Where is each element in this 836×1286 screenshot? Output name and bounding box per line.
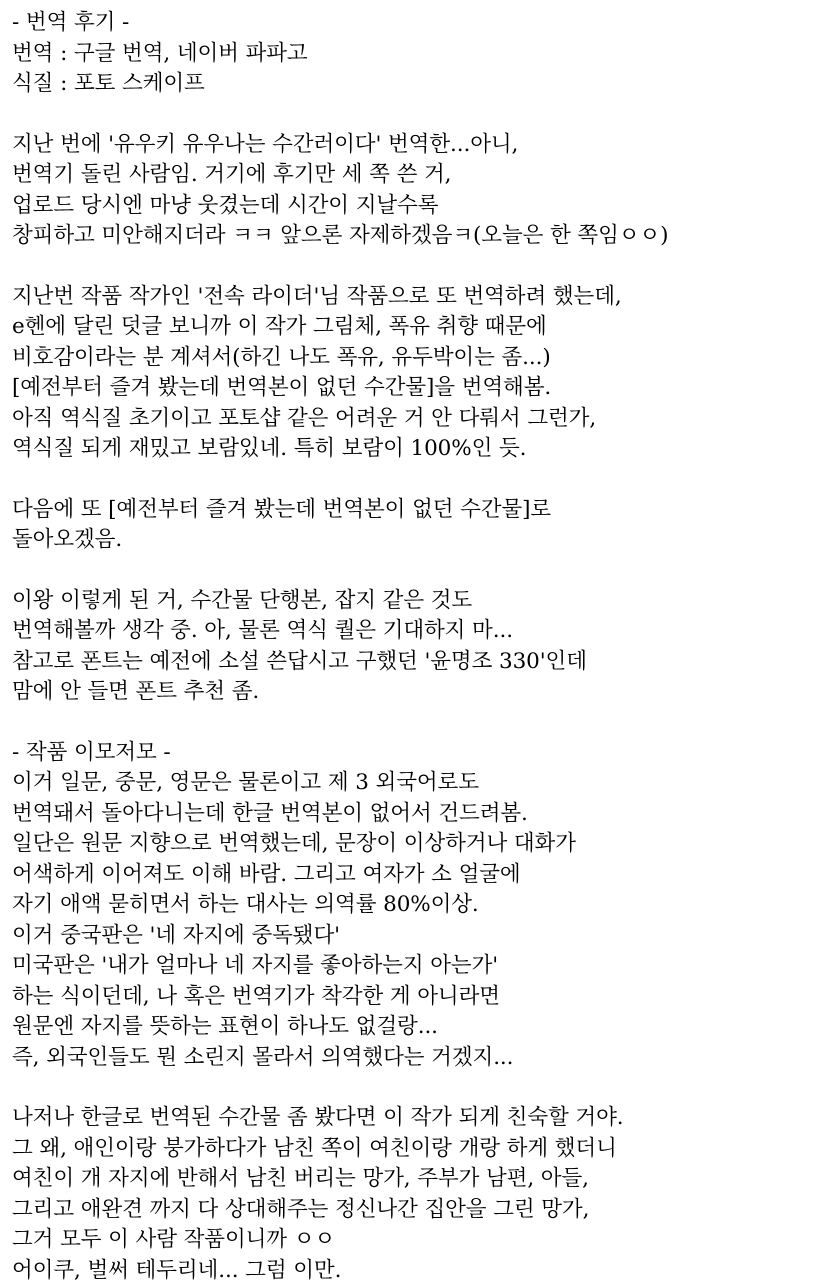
text-line: 돌아오겠음. (12, 525, 826, 556)
section-paragraph-next-plan (12, 495, 826, 556)
section-paragraph-previous-work (12, 130, 826, 252)
text-line: 이왕 이렇게 된 거, 수간물 단행본, 잡지 같은 것도 (12, 586, 826, 617)
text-line: 비호감이라는 분 계셔서(하긴 나도 폭유, 유두박이는 좀...) (12, 343, 826, 374)
text-line: 여친이 개 자지에 반해서 남친 버리는 망가, 주부가 남편, 아들, (12, 1164, 826, 1195)
paragraph-spacer (12, 100, 826, 130)
text-line: 역식질 되게 재밌고 보람있네. 특히 보람이 100%인 듯. (12, 434, 826, 465)
paragraph-spacer (12, 252, 826, 282)
text-line: 식질 : 포토 스케이프 (12, 69, 826, 100)
paragraph-spacer (12, 1073, 826, 1103)
text-line: 번역기 돌린 사람임. 거기에 후기만 세 쪽 쓴 거, (12, 160, 826, 191)
text-line: 자기 애액 묻히면서 하는 대사는 의역률 80%이상. (12, 890, 826, 921)
text-line: 미국판은 '내가 얼마나 네 자지를 좋아하는지 아는가' (12, 951, 826, 982)
text-line: [예전부터 즐겨 봤는데 번역본이 없던 수간물]을 번역해봄. (12, 373, 826, 404)
paragraph-spacer (12, 556, 826, 586)
text-line: 맘에 안 들면 폰트 추천 좀. (12, 677, 826, 708)
section-paragraph-author-choice (12, 282, 826, 465)
paragraph-spacer (12, 708, 826, 738)
text-line: 지난 번에 '유우키 유우나는 수간러이다' 번역한...아니, (12, 130, 826, 161)
section-translation-notes (12, 8, 826, 100)
section-paragraph-font-request (12, 586, 826, 708)
text-line: 창피하고 미안해지더라 ㅋㅋ 앞으론 자제하겠음ㅋ(오늘은 한 쪽임ㅇㅇ) (12, 221, 826, 252)
section-work-notes (12, 738, 826, 1074)
text-line: 즉, 외국인들도 뭔 소린지 몰라서 의역했다는 거겠지... (12, 1043, 826, 1074)
section-paragraph-closing (12, 1103, 826, 1286)
text-line: 나저나 한글로 번역된 수간물 좀 봤다면 이 작가 되게 친숙할 거야. (12, 1103, 826, 1134)
text-line: 하는 식이던데, 나 혹은 번역기가 착각한 게 아니라면 (12, 982, 826, 1013)
text-line: 원문엔 자지를 뜻하는 표현이 하나도 없걸랑... (12, 1012, 826, 1043)
text-line: 일단은 원문 지향으로 번역했는데, 문장이 이상하거나 대화가 (12, 829, 826, 860)
text-line: 지난번 작품 작가인 '전속 라이더'님 작품으로 또 번역하려 했는데, (12, 282, 826, 313)
text-line: 번역돼서 돌아다니는데 한글 번역본이 없어서 건드려봄. (12, 799, 826, 830)
text-line: 다음에 또 [예전부터 즐겨 봤는데 번역본이 없던 수간물]로 (12, 495, 826, 526)
text-line: 그리고 애완견 까지 다 상대해주는 정신나간 집안을 그린 망가, (12, 1195, 826, 1226)
text-line: 업로드 당시엔 마냥 웃겼는데 시간이 지날수록 (12, 191, 826, 222)
text-line: 번역해볼까 생각 중. 아, 물론 역식 퀄은 기대하지 마... (12, 616, 826, 647)
text-line: 그 왜, 애인이랑 붕가하다가 남친 쪽이 여친이랑 개랑 하게 했더니 (12, 1134, 826, 1165)
text-line: 번역 : 구글 번역, 네이버 파파고 (12, 39, 826, 70)
text-line: 참고로 폰트는 예전에 소설 쓴답시고 구했던 '윤명조 330'인데 (12, 647, 826, 678)
text-line: 어이쿠, 벌써 테두리네... 그럼 이만. (12, 1256, 826, 1286)
text-line: 아직 역식질 초기이고 포토샵 같은 어려운 거 안 다뤄서 그런가, (12, 404, 826, 435)
text-line: 어색하게 이어져도 이해 바람. 그리고 여자가 소 얼굴에 (12, 860, 826, 891)
paragraph-spacer (12, 465, 826, 495)
text-line: 그거 모두 이 사람 작품이니까 ㅇㅇ (12, 1225, 826, 1256)
text-line: 이거 중국판은 '네 자지에 중독됐다' (12, 921, 826, 952)
text-line: 이거 일문, 중문, 영문은 물론이고 제 3 외국어로도 (12, 768, 826, 799)
section-heading: - 작품 이모저모 - (12, 738, 826, 769)
section-heading: - 번역 후기 - (12, 8, 826, 39)
text-line: e헨에 달린 덧글 보니까 이 작가 그림체, 폭유 취향 때문에 (12, 312, 826, 343)
